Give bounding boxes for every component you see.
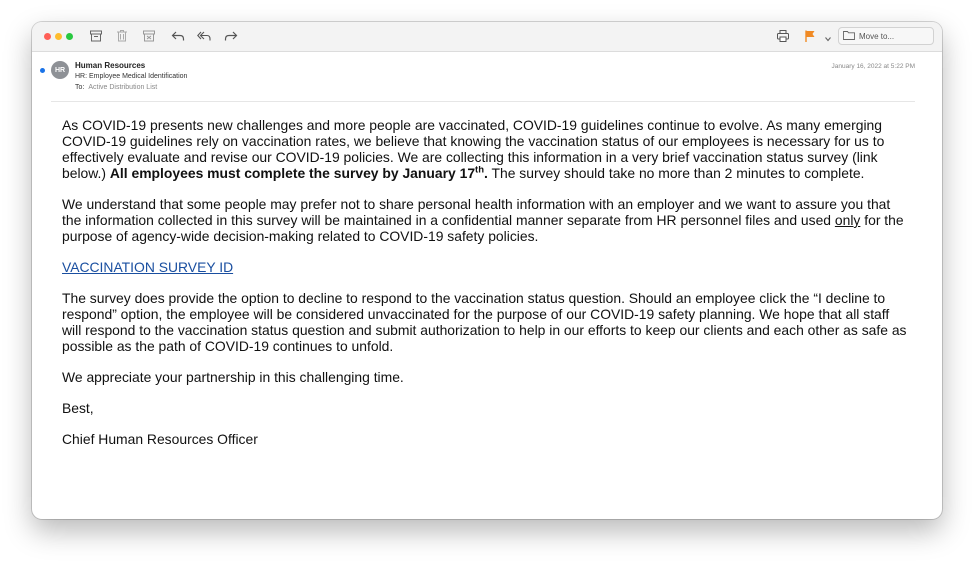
paragraph-privacy-tail: for the purpose of agency-wide decision-making related to COVID-19 safety policies. xyxy=(62,212,904,244)
paragraph-privacy-text: We understand that some people may prefer not to share personal health information with an employer and we want to assure you that the information collected in this survey will be maintained in a confidential manner separate from HR personnel files and used xyxy=(62,196,891,228)
paragraph-intro xyxy=(62,117,912,181)
deadline-period: . xyxy=(484,165,488,181)
chevron-down-icon[interactable] xyxy=(823,31,833,41)
toolbar xyxy=(32,22,942,52)
subject-line: HR: Employee Medical Identification xyxy=(75,73,188,80)
print-icon[interactable] xyxy=(775,28,791,44)
trash-icon[interactable] xyxy=(114,28,130,44)
underlined-only: only xyxy=(834,212,861,228)
reply-all-icon[interactable] xyxy=(196,28,212,44)
unread-indicator xyxy=(40,68,45,73)
reply-icon[interactable] xyxy=(170,28,186,44)
folder-icon xyxy=(843,27,855,45)
deadline-superscript: th xyxy=(475,164,485,176)
close-window-button[interactable] xyxy=(44,33,51,40)
message-date: January 16, 2022 at 5:22 PM xyxy=(831,63,915,70)
mail-window xyxy=(32,22,942,519)
signature: Chief Human Resources Officer xyxy=(62,431,258,447)
zoom-window-button[interactable] xyxy=(66,33,73,40)
header-divider xyxy=(51,101,915,102)
paragraph-intro-text: As COVID-19 presents new challenges and more people are vaccinated, COVID-19 guidelines continue to evolve. As many emerging COVID-19 guidelines rely on vaccination rates, we believe that knowing the vaccination status of our employees is necessary for us to effectively evaluate and revise our COVID-19 policies. We are collecting this information in a very brief vaccination status survey (link below.) xyxy=(62,117,885,181)
move-to-label: Move to... xyxy=(859,31,895,41)
message-body xyxy=(62,117,912,462)
flag-icon[interactable] xyxy=(802,28,818,44)
paragraph-privacy xyxy=(62,196,912,244)
to-label: To: xyxy=(75,84,85,91)
deadline-text xyxy=(110,165,488,181)
move-to-button[interactable] xyxy=(838,27,934,45)
recipient-value[interactable]: Active Distribution List xyxy=(88,84,158,91)
deadline-bold: All employees must complete the survey by January 17 xyxy=(109,165,476,181)
paragraph-appreciation: We appreciate your partnership in this challenging time. xyxy=(62,369,404,385)
forward-icon[interactable] xyxy=(223,28,239,44)
junk-icon[interactable] xyxy=(141,28,157,44)
recipient-line xyxy=(75,84,157,91)
paragraph-intro-tail: The survey should take no more than 2 minutes to complete. xyxy=(487,165,865,181)
paragraph-decline: The survey does provide the option to decline to respond to the vaccination status question. Should an employee click the “I decline to respond” option, the employee will be considered unvaccinated for the purpose of our COVID-19 safety planning. We hope that all staff will respond to the vaccination status question and submit authorization to help in our efforts to keep our clients and each other as safe as possible as the path of COVID-19 continues to unfold. xyxy=(62,290,907,354)
survey-link-paragraph xyxy=(62,259,912,275)
sender-name[interactable]: Human Resources xyxy=(75,61,146,70)
message-header xyxy=(32,52,942,102)
archive-icon[interactable] xyxy=(88,28,104,44)
survey-link[interactable]: VACCINATION SURVEY ID xyxy=(62,259,234,275)
closing-line: Best, xyxy=(62,400,94,416)
avatar: HR xyxy=(51,61,69,79)
minimize-window-button[interactable] xyxy=(55,33,62,40)
